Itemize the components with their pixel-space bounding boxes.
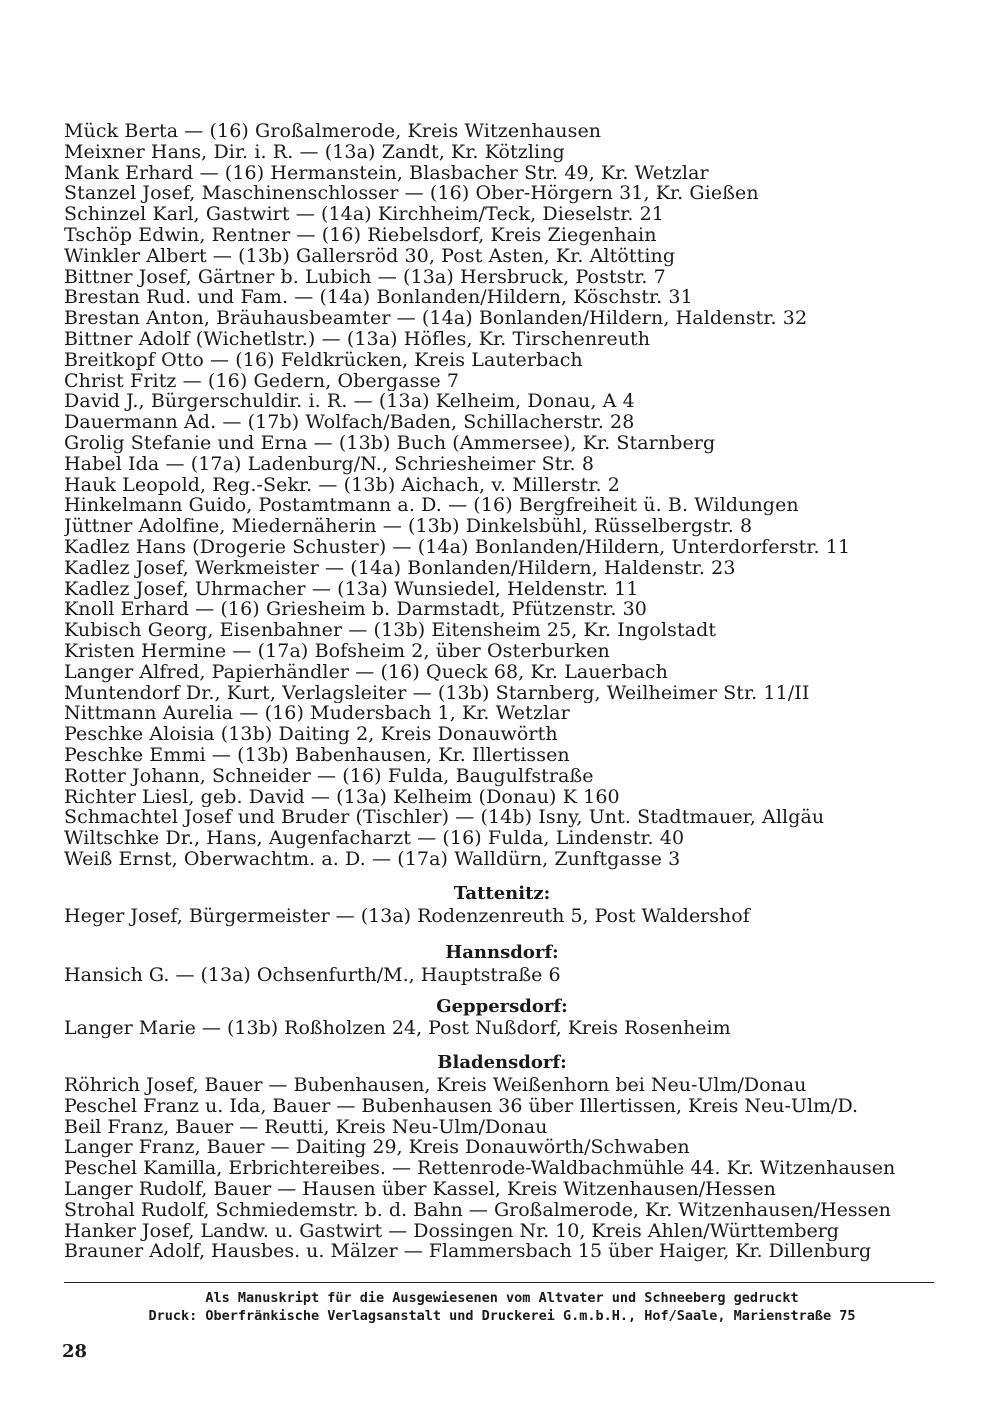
list-item: Mank Erhard — (16) Hermanstein, Blasbacher Str. 49, Kr. Wetzlar [64, 162, 709, 184]
list-item: Schinzel Karl, Gastwirt — (14a) Kirchheim/Teck, Dieselstr. 21 [64, 204, 664, 225]
list-item: Langer Marie — (13b) Roßholzen 24, Post Nußdorf, Kreis Rosenheim [64, 1018, 731, 1039]
list-item: Mück Berta — (16) Großalmerode, Kreis Witzenhausen [64, 121, 602, 142]
list-item: Brestan Rud. und Fam. — (14a) Bonlanden/Hildern, Köschstr. 31 [64, 287, 693, 309]
list-item: Kadlez Josef, Uhrmacher — (13a) Wunsiedel, Heldenstr. 11 [64, 578, 639, 600]
list-item: Peschel Kamilla, Erbrichtereibes. — Rettenrode-Waldbachmühle 44. Kr. Witzenhausen [64, 1158, 896, 1179]
footer-manuscript-note: Als Manuskript für die Ausgewiesenen vom Altvater und Schneeberg gedruckt [205, 1290, 799, 1306]
list-item: Hansich G. — (13a) Ochsenfurth/M., Hauptstraße 6 [64, 965, 561, 986]
list-item: Brestan Anton, Bräuhausbeamter — (14a) Bonlanden/Hildern, Haldenstr. 32 [64, 308, 808, 329]
section-tattenitz [64, 906, 940, 927]
list-item: Stanzel Josef, Maschinenschlosser — (16) Ober-Hörgern 31, Kr. Gießen [64, 183, 759, 205]
list-item: Jüttner Adolfine, Miedernäherin — (13b) Dinkelsbühl, Rüsselbergstr. 8 [64, 516, 753, 537]
list-item: Peschel Franz u. Ida, Bauer — Bubenhausen 36 über Illertissen, Kreis Neu-Ulm/D. [64, 1095, 859, 1117]
list-item: Beil Franz, Bauer — Reutti, Kreis Neu-Ulm/Donau [64, 1116, 548, 1138]
footer-printer-note: Druck: Oberfränkische Verlagsanstalt und Druckerei G.m.b.H., Hof/Saale, Marienstraße 75 [148, 1308, 856, 1324]
address-list [64, 121, 940, 870]
list-item: Rotter Johann, Schneider — (16) Fulda, Baugulfstraße [64, 765, 594, 787]
footer-divider [64, 1282, 934, 1283]
section-heading-hannsdorf: Hannsdorf: [445, 942, 559, 963]
list-item: Breitkopf Otto — (16) Feldkrücken, Kreis Lauterbach [64, 349, 583, 371]
list-item: Langer Franz, Bauer — Daiting 29, Kreis Donauwörth/Schwaben [64, 1137, 690, 1159]
list-item: Weiß Ernst, Oberwachtm. a. D. — (17a) Walldürn, Zunftgasse 3 [64, 848, 681, 870]
list-item: Langer Alfred, Papierhändler — (16) Queck 68, Kr. Lauerbach [64, 661, 668, 683]
list-item: Tschöp Edwin, Rentner — (16) Riebelsdorf, Kreis Ziegenhain [64, 224, 657, 246]
list-item: Kubisch Georg, Eisenbahner — (13b) Eitensheim 25, Kr. Ingolstadt [64, 620, 717, 641]
list-item: Meixner Hans, Dir. i. R. — (13a) Zandt, Kr. Kötzling [64, 141, 565, 163]
list-item: Winkler Albert — (13b) Gallersröd 30, Post Asten, Kr. Altötting [64, 245, 676, 267]
section-hannsdorf [64, 965, 940, 986]
list-item: David J., Bürgerschuldir. i. R. — (13a) Kelheim, Donau, A 4 [64, 391, 635, 413]
list-item: Langer Rudolf, Bauer — Hausen über Kassel, Kreis Witzenhausen/Hessen [64, 1178, 776, 1200]
section-heading-tattenitz: Tattenitz: [453, 883, 551, 904]
list-item: Strohal Rudolf, Schmiedemstr. b. d. Bahn — Großalmerode, Kr. Witzenhausen/Hessen [64, 1199, 891, 1221]
list-item: Knoll Erhard — (16) Griesheim b. Darmstadt, Pfützenstr. 30 [64, 599, 647, 621]
list-item: Peschke Emmi — (13b) Babenhausen, Kr. Illertissen [64, 744, 570, 766]
list-item: Muntendorf Dr., Kurt, Verlagsleiter — (13b) Starnberg, Weilheimer Str. 11/II [64, 682, 810, 704]
list-item: Hinkelmann Guido, Postamtmann a. D. — (16) Bergfreiheit ü. B. Wildungen [64, 495, 799, 517]
list-item: Peschke Aloisia (13b) Daiting 2, Kreis Donauwörth [64, 724, 558, 745]
list-item: Christ Fritz — (16) Gedern, Obergasse 7 [64, 370, 460, 392]
section-geppersdorf [64, 1018, 940, 1039]
list-item: Hanker Josef, Landw. u. Gastwirt — Dossingen Nr. 10, Kreis Ahlen/Württemberg [64, 1220, 839, 1242]
page-number: 28 [62, 1341, 88, 1362]
list-item: Kristen Hermine — (17a) Bofsheim 2, über Osterburken [64, 640, 610, 662]
list-item: Brauner Adolf, Hausbes. u. Mälzer — Flammersbach 15 über Haiger, Kr. Dillenburg [64, 1241, 872, 1263]
list-item: Kadlez Hans (Drogerie Schuster) — (14a) Bonlanden/Hildern, Unterdorferstr. 11 [64, 536, 851, 558]
list-item: Habel Ida — (17a) Ladenburg/N., Schriesheimer Str. 8 [64, 453, 595, 475]
list-item: Nittmann Aurelia — (16) Mudersbach 1, Kr. Wetzlar [64, 703, 570, 725]
list-item: Richter Liesl, geb. David — (13a) Kelheim (Donau) K 160 [64, 786, 620, 808]
section-heading-geppersdorf: Geppersdorf: [436, 996, 568, 1017]
list-item: Schmachtel Josef und Bruder (Tischler) — (14b) Isny, Unt. Stadtmauer, Allgäu [64, 807, 825, 829]
list-item: Hauk Leopold, Reg.-Sekr. — (13b) Aichach, v. Millerstr. 2 [64, 474, 620, 496]
list-item: Grolig Stefanie und Erna — (13b) Buch (Ammersee), Kr. Starnberg [64, 432, 716, 454]
list-item: Wiltschke Dr., Hans, Augenfacharzt — (16) Fulda, Lindenstr. 40 [64, 828, 685, 849]
list-item: Bittner Josef, Gärtner b. Lubich — (13a) Hersbruck, Poststr. 7 [64, 266, 666, 288]
list-item: Röhrich Josef, Bauer — Bubenhausen, Kreis Weißenhorn bei Neu-Ulm/Donau [64, 1075, 807, 1096]
list-item: Dauermann Ad. — (17b) Wolfach/Baden, Schillacherstr. 28 [64, 412, 635, 433]
list-item: Bittner Adolf (Wichetlstr.) — (13a) Höfles, Kr. Tirschenreuth [64, 328, 651, 350]
section-heading-bladensdorf: Bladensdorf: [437, 1052, 567, 1073]
list-item: Kadlez Josef, Werkmeister — (14a) Bonlanden/Hildern, Haldenstr. 23 [64, 557, 736, 579]
list-item: Heger Josef, Bürgermeister — (13a) Rodenzenreuth 5, Post Waldershof [64, 906, 750, 927]
section-bladensdorf [64, 1075, 940, 1262]
